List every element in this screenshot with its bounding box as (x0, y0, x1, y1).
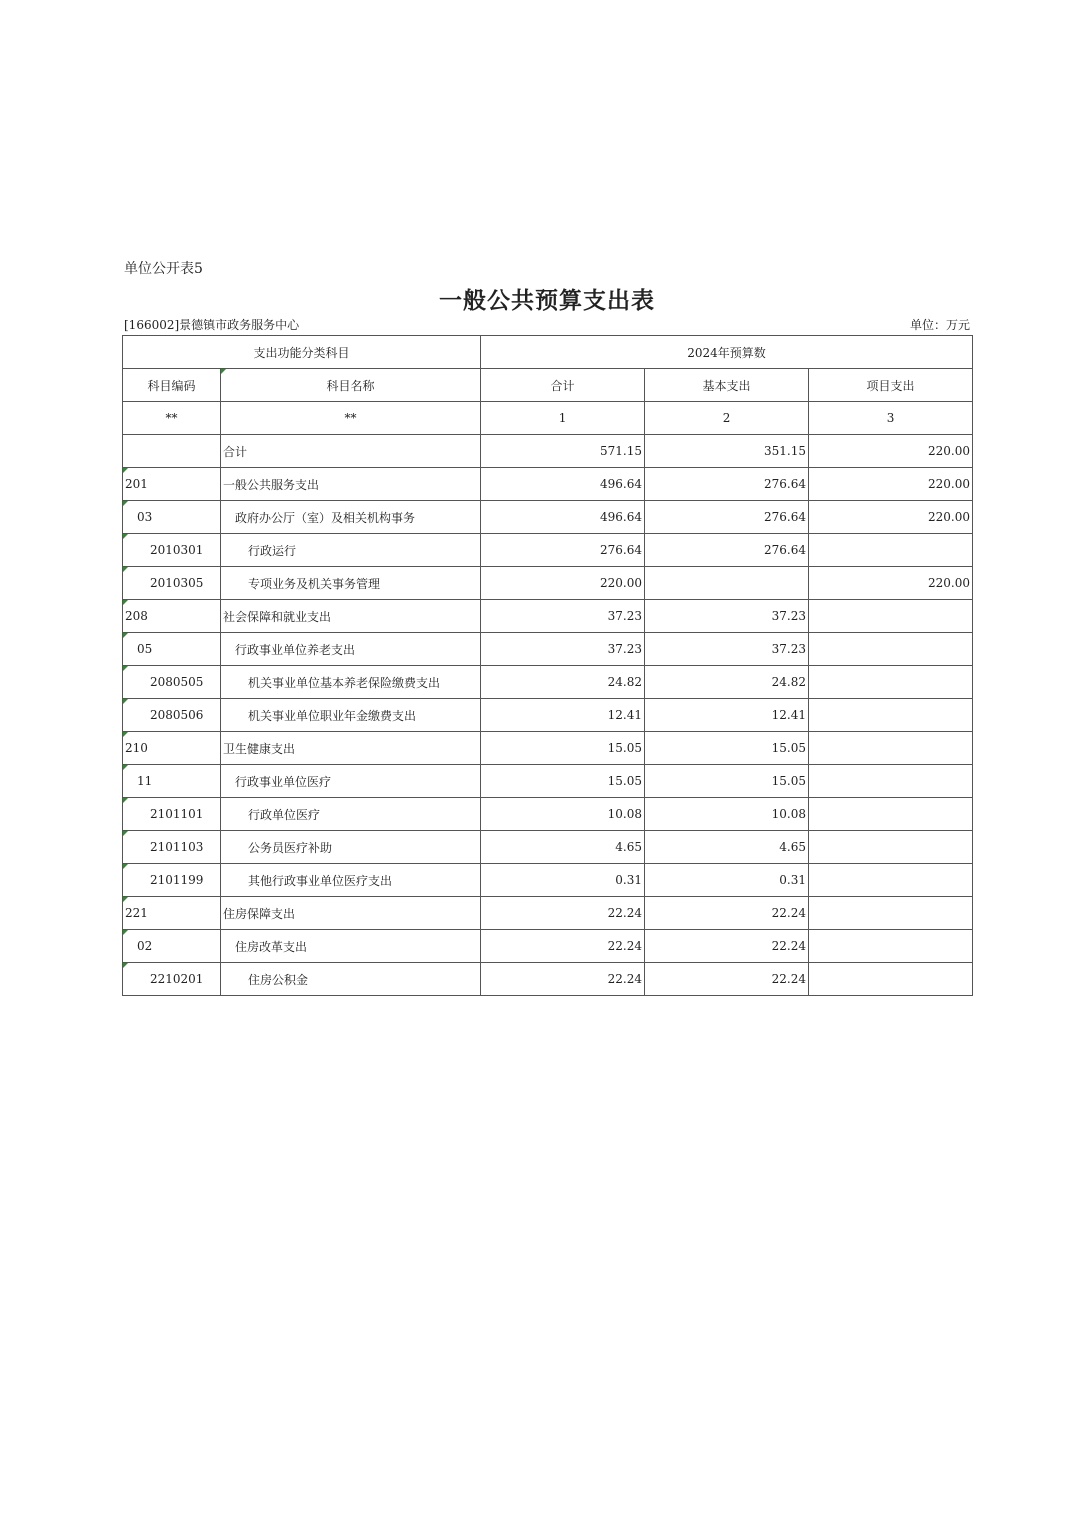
basic-cell: 37.23 (645, 600, 809, 633)
index-row (123, 402, 973, 435)
total-code-cell (123, 435, 221, 468)
project-cell (809, 732, 973, 765)
project-cell (809, 633, 973, 666)
project-cell (809, 666, 973, 699)
project-cell (809, 699, 973, 732)
code-cell: 2101101 (123, 798, 221, 831)
basic-cell: 15.05 (645, 732, 809, 765)
code-cell: 2010305 (123, 567, 221, 600)
basic-cell: 24.82 (645, 666, 809, 699)
table-row (123, 501, 973, 534)
cell-marker-icon (123, 798, 128, 803)
form-number: 单位公开表5 (124, 261, 203, 277)
index-cell: 2 (645, 402, 809, 435)
basic-cell: 12.41 (645, 699, 809, 732)
column-header-basic: 基本支出 (645, 369, 809, 402)
amount-cell: 0.31 (481, 864, 645, 897)
amount-cell: 22.24 (481, 963, 645, 996)
basic-cell: 0.31 (645, 864, 809, 897)
page-title: 一般公共预算支出表 (439, 287, 655, 314)
basic-cell: 22.24 (645, 930, 809, 963)
group-header-left: 支出功能分类科目 (123, 336, 481, 369)
name-cell: 政府办公厅（室）及相关机构事务 (221, 501, 481, 534)
basic-cell: 276.64 (645, 468, 809, 501)
cell-marker-icon (123, 897, 128, 902)
index-cell: ** (221, 402, 481, 435)
code-cell: 2010301 (123, 534, 221, 567)
code-cell: 2101199 (123, 864, 221, 897)
total-basic-cell: 351.15 (645, 435, 809, 468)
basic-cell: 276.64 (645, 534, 809, 567)
amount-cell: 496.64 (481, 501, 645, 534)
name-cell: 住房改革支出 (221, 930, 481, 963)
column-header-name: 科目名称 (221, 369, 481, 402)
amount-cell: 12.41 (481, 699, 645, 732)
code-cell: 2210201 (123, 963, 221, 996)
name-cell: 住房公积金 (221, 963, 481, 996)
table-row (123, 798, 973, 831)
amount-cell: 220.00 (481, 567, 645, 600)
name-cell: 公务员医疗补助 (221, 831, 481, 864)
cell-marker-icon (123, 666, 128, 671)
index-cell: ** (123, 402, 221, 435)
unit-label: 单位：万元 (909, 318, 970, 332)
table-row (123, 666, 973, 699)
table-row (123, 897, 973, 930)
amount-cell: 496.64 (481, 468, 645, 501)
amount-cell: 15.05 (481, 732, 645, 765)
index-cell: 3 (809, 402, 973, 435)
code-cell: 221 (123, 897, 221, 930)
cell-marker-icon (123, 600, 128, 605)
code-cell: 208 (123, 600, 221, 633)
cell-marker-icon (123, 633, 128, 638)
amount-cell: 4.65 (481, 831, 645, 864)
total-amount-cell: 571.15 (481, 435, 645, 468)
table-row (123, 699, 973, 732)
name-cell: 住房保障支出 (221, 897, 481, 930)
name-cell: 专项业务及机关事务管理 (221, 567, 481, 600)
cell-marker-icon (123, 864, 128, 869)
column-header-total: 合计 (481, 369, 645, 402)
code-cell: 2080506 (123, 699, 221, 732)
table-row (123, 831, 973, 864)
code-cell: 2080505 (123, 666, 221, 699)
project-cell (809, 897, 973, 930)
cell-marker-icon (123, 765, 128, 770)
basic-cell: 22.24 (645, 897, 809, 930)
cell-marker-icon (123, 831, 128, 836)
column-header-project: 项目支出 (809, 369, 973, 402)
table-row (123, 600, 973, 633)
name-cell: 行政事业单位医疗 (221, 765, 481, 798)
amount-cell: 22.24 (481, 897, 645, 930)
project-cell: 220.00 (809, 468, 973, 501)
name-cell: 机关事业单位职业年金缴费支出 (221, 699, 481, 732)
project-cell (809, 864, 973, 897)
code-cell: 201 (123, 468, 221, 501)
total-name-cell: 合计 (221, 435, 481, 468)
project-cell (809, 534, 973, 567)
basic-cell: 10.08 (645, 798, 809, 831)
table-row (123, 633, 973, 666)
table-row (123, 534, 973, 567)
table-row (123, 930, 973, 963)
cell-marker-icon (123, 930, 128, 935)
basic-cell: 4.65 (645, 831, 809, 864)
amount-cell: 22.24 (481, 930, 645, 963)
project-cell (809, 963, 973, 996)
name-cell: 其他行政事业单位医疗支出 (221, 864, 481, 897)
code-cell: 11 (123, 765, 221, 798)
amount-cell: 37.23 (481, 600, 645, 633)
code-cell: 02 (123, 930, 221, 963)
name-cell: 社会保障和就业支出 (221, 600, 481, 633)
basic-cell: 15.05 (645, 765, 809, 798)
basic-cell: 276.64 (645, 501, 809, 534)
cell-marker-icon (123, 501, 128, 506)
code-cell: 05 (123, 633, 221, 666)
name-cell: 行政单位医疗 (221, 798, 481, 831)
code-cell: 2101103 (123, 831, 221, 864)
project-cell (809, 831, 973, 864)
name-cell: 卫生健康支出 (221, 732, 481, 765)
total-row (123, 435, 973, 468)
cell-marker-icon (123, 963, 128, 968)
project-cell (809, 765, 973, 798)
cell-marker-icon (123, 732, 128, 737)
cell-marker-icon (123, 699, 128, 704)
amount-cell: 37.23 (481, 633, 645, 666)
amount-cell: 276.64 (481, 534, 645, 567)
table-row (123, 864, 973, 897)
project-cell: 220.00 (809, 567, 973, 600)
name-cell: 机关事业单位基本养老保险缴费支出 (221, 666, 481, 699)
amount-cell: 24.82 (481, 666, 645, 699)
table-row (123, 963, 973, 996)
unit-name: [166002]景德镇市政务服务中心 (124, 318, 300, 332)
index-cell: 1 (481, 402, 645, 435)
table-row (123, 765, 973, 798)
table-row (123, 468, 973, 501)
amount-cell: 15.05 (481, 765, 645, 798)
budget-table (122, 335, 973, 996)
table-row (123, 567, 973, 600)
table-row (123, 732, 973, 765)
project-cell: 220.00 (809, 501, 973, 534)
group-header-row (123, 336, 973, 369)
column-header-row (123, 369, 973, 402)
column-header-code: 科目编码 (123, 369, 221, 402)
project-cell (809, 798, 973, 831)
code-cell: 03 (123, 501, 221, 534)
project-cell (809, 930, 973, 963)
code-cell: 210 (123, 732, 221, 765)
name-cell: 一般公共服务支出 (221, 468, 481, 501)
name-cell: 行政事业单位养老支出 (221, 633, 481, 666)
cell-marker-icon (123, 468, 128, 473)
cell-marker-icon (123, 567, 128, 572)
basic-cell: 37.23 (645, 633, 809, 666)
group-header-right: 2024年预算数 (481, 336, 973, 369)
name-cell: 行政运行 (221, 534, 481, 567)
cell-marker-icon (123, 534, 128, 539)
cell-marker-icon (221, 369, 226, 374)
total-project-cell: 220.00 (809, 435, 973, 468)
amount-cell: 10.08 (481, 798, 645, 831)
basic-cell (645, 567, 809, 600)
basic-cell: 22.24 (645, 963, 809, 996)
project-cell (809, 600, 973, 633)
